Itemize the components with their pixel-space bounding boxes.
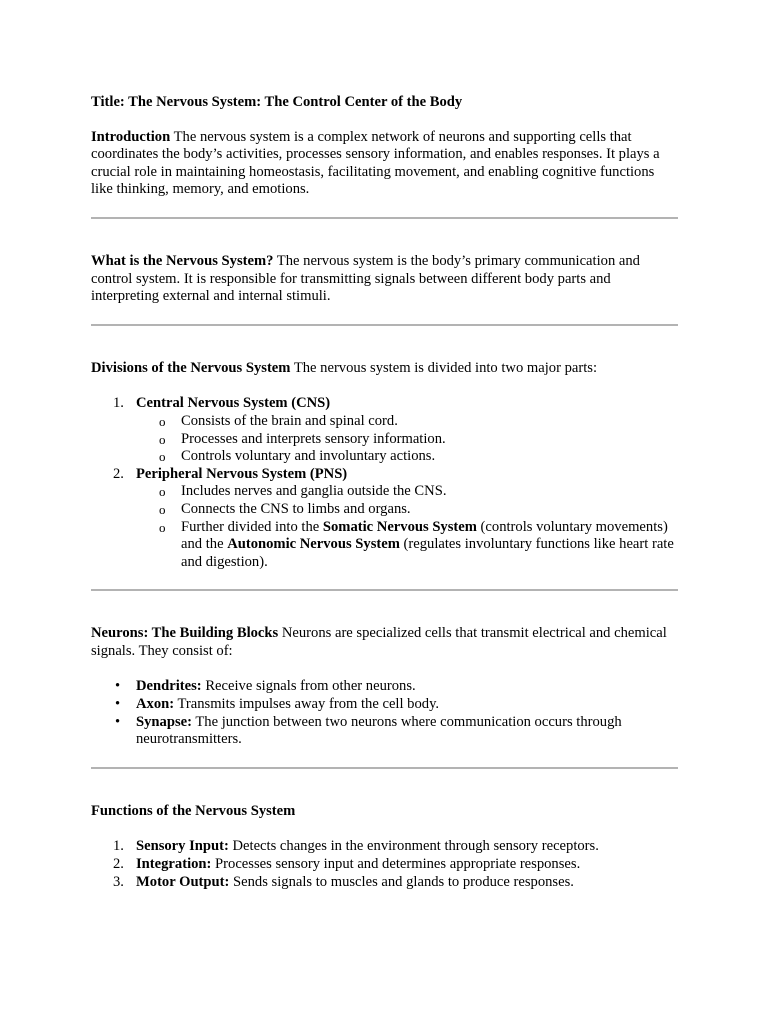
sub-bullet: o [159,431,166,447]
divider [91,217,678,219]
sub-bullet: o [159,484,166,500]
list-item-label: Peripheral Nervous System (PNS) [136,465,348,482]
divisions-heading: Divisions of the Nervous System [91,359,291,376]
divisions-list [91,395,678,571]
sub-list-item: o Consists of the brain and spinal cord. [159,412,398,429]
list-item: • Dendrites: Receive signals from other neurons. [115,678,416,695]
neurons-paragraph [91,625,678,660]
list-item: • Axon: Transmits impulses away from the cell body. [115,696,440,713]
what-is-heading: What is the Nervous System? [91,252,274,269]
intro-text: The nervous system is a complex network of neurons and supporting cells that coordinates the body’s activities, processes sensory information, and enables responses. It plays a crucial role in maintaining homeostasis, facilitating movement, and enabling cognitive functions like thinking, memory, and emotions. [91,128,660,198]
divisions-paragraph [91,360,678,378]
list-item: 3. Motor Output: Sends signals to muscles and glands to produce responses. [113,873,574,890]
document-title: Title: The Nervous System: The Control Center of the Body [91,94,463,110]
list-item: 1. Sensory Input: Detects changes in the environment through sensory receptors. [113,838,599,855]
divider [91,324,678,326]
bullet: • [115,713,121,730]
what-is-paragraph [91,253,678,306]
bullet: • [115,678,121,695]
what-is-text: The nervous system is the body’s primary communication and control system. It is responsible for transmitting signals between different body parts and interpreting external and internal stimuli. [91,252,640,305]
functions-paragraph [91,803,678,821]
list-number: 2. [113,465,124,482]
neurons-list [91,678,678,748]
bullet: • [115,696,121,713]
intro-paragraph [91,129,678,199]
divider [91,589,678,591]
divider [91,767,678,769]
sub-list-item: o Further divided into the Somatic Nervous System (controls voluntary movements) and the Autonomic Nervous System (regulates involuntary functions like heart rate and digestion). [159,518,674,570]
sub-bullet: o [159,519,166,535]
sub-list-item: o Includes nerves and ganglia outside the CNS. [159,483,447,500]
sub-bullet: o [159,501,166,517]
sub-list [136,483,678,571]
list-item [91,395,678,465]
functions-list [91,838,678,891]
intro-heading: Introduction [91,128,171,145]
list-item [91,466,678,572]
sub-bullet: o [159,413,166,429]
neurons-heading: Neurons: The Building Blocks [91,625,279,642]
list-number: 1. [113,395,124,412]
sub-bullet: o [159,449,166,465]
neurons-text: Neurons are specialized cells that transmit electrical and chemical signals. They consist of: [91,625,667,659]
list-item: 2. Integration: Processes sensory input and determines appropriate responses. [113,856,581,873]
sub-list [136,413,678,466]
sub-list-item: o Controls voluntary and involuntary actions. [159,448,436,465]
sub-list-item: o Processes and interprets sensory information. [159,430,446,447]
list-number: 3. [113,873,124,890]
divisions-text: The nervous system is divided into two major parts: [290,359,598,376]
functions-heading: Functions of the Nervous System [91,802,296,819]
document-body [91,94,678,891]
sub-list-item: o Connects the CNS to limbs and organs. [159,500,411,517]
list-item: • Synapse: The junction between two neurons where communication occurs through neurotransmitters. [115,713,622,748]
list-number: 1. [113,838,124,855]
list-item-label: Central Nervous System (CNS) [136,395,331,412]
list-number: 2. [113,856,124,873]
